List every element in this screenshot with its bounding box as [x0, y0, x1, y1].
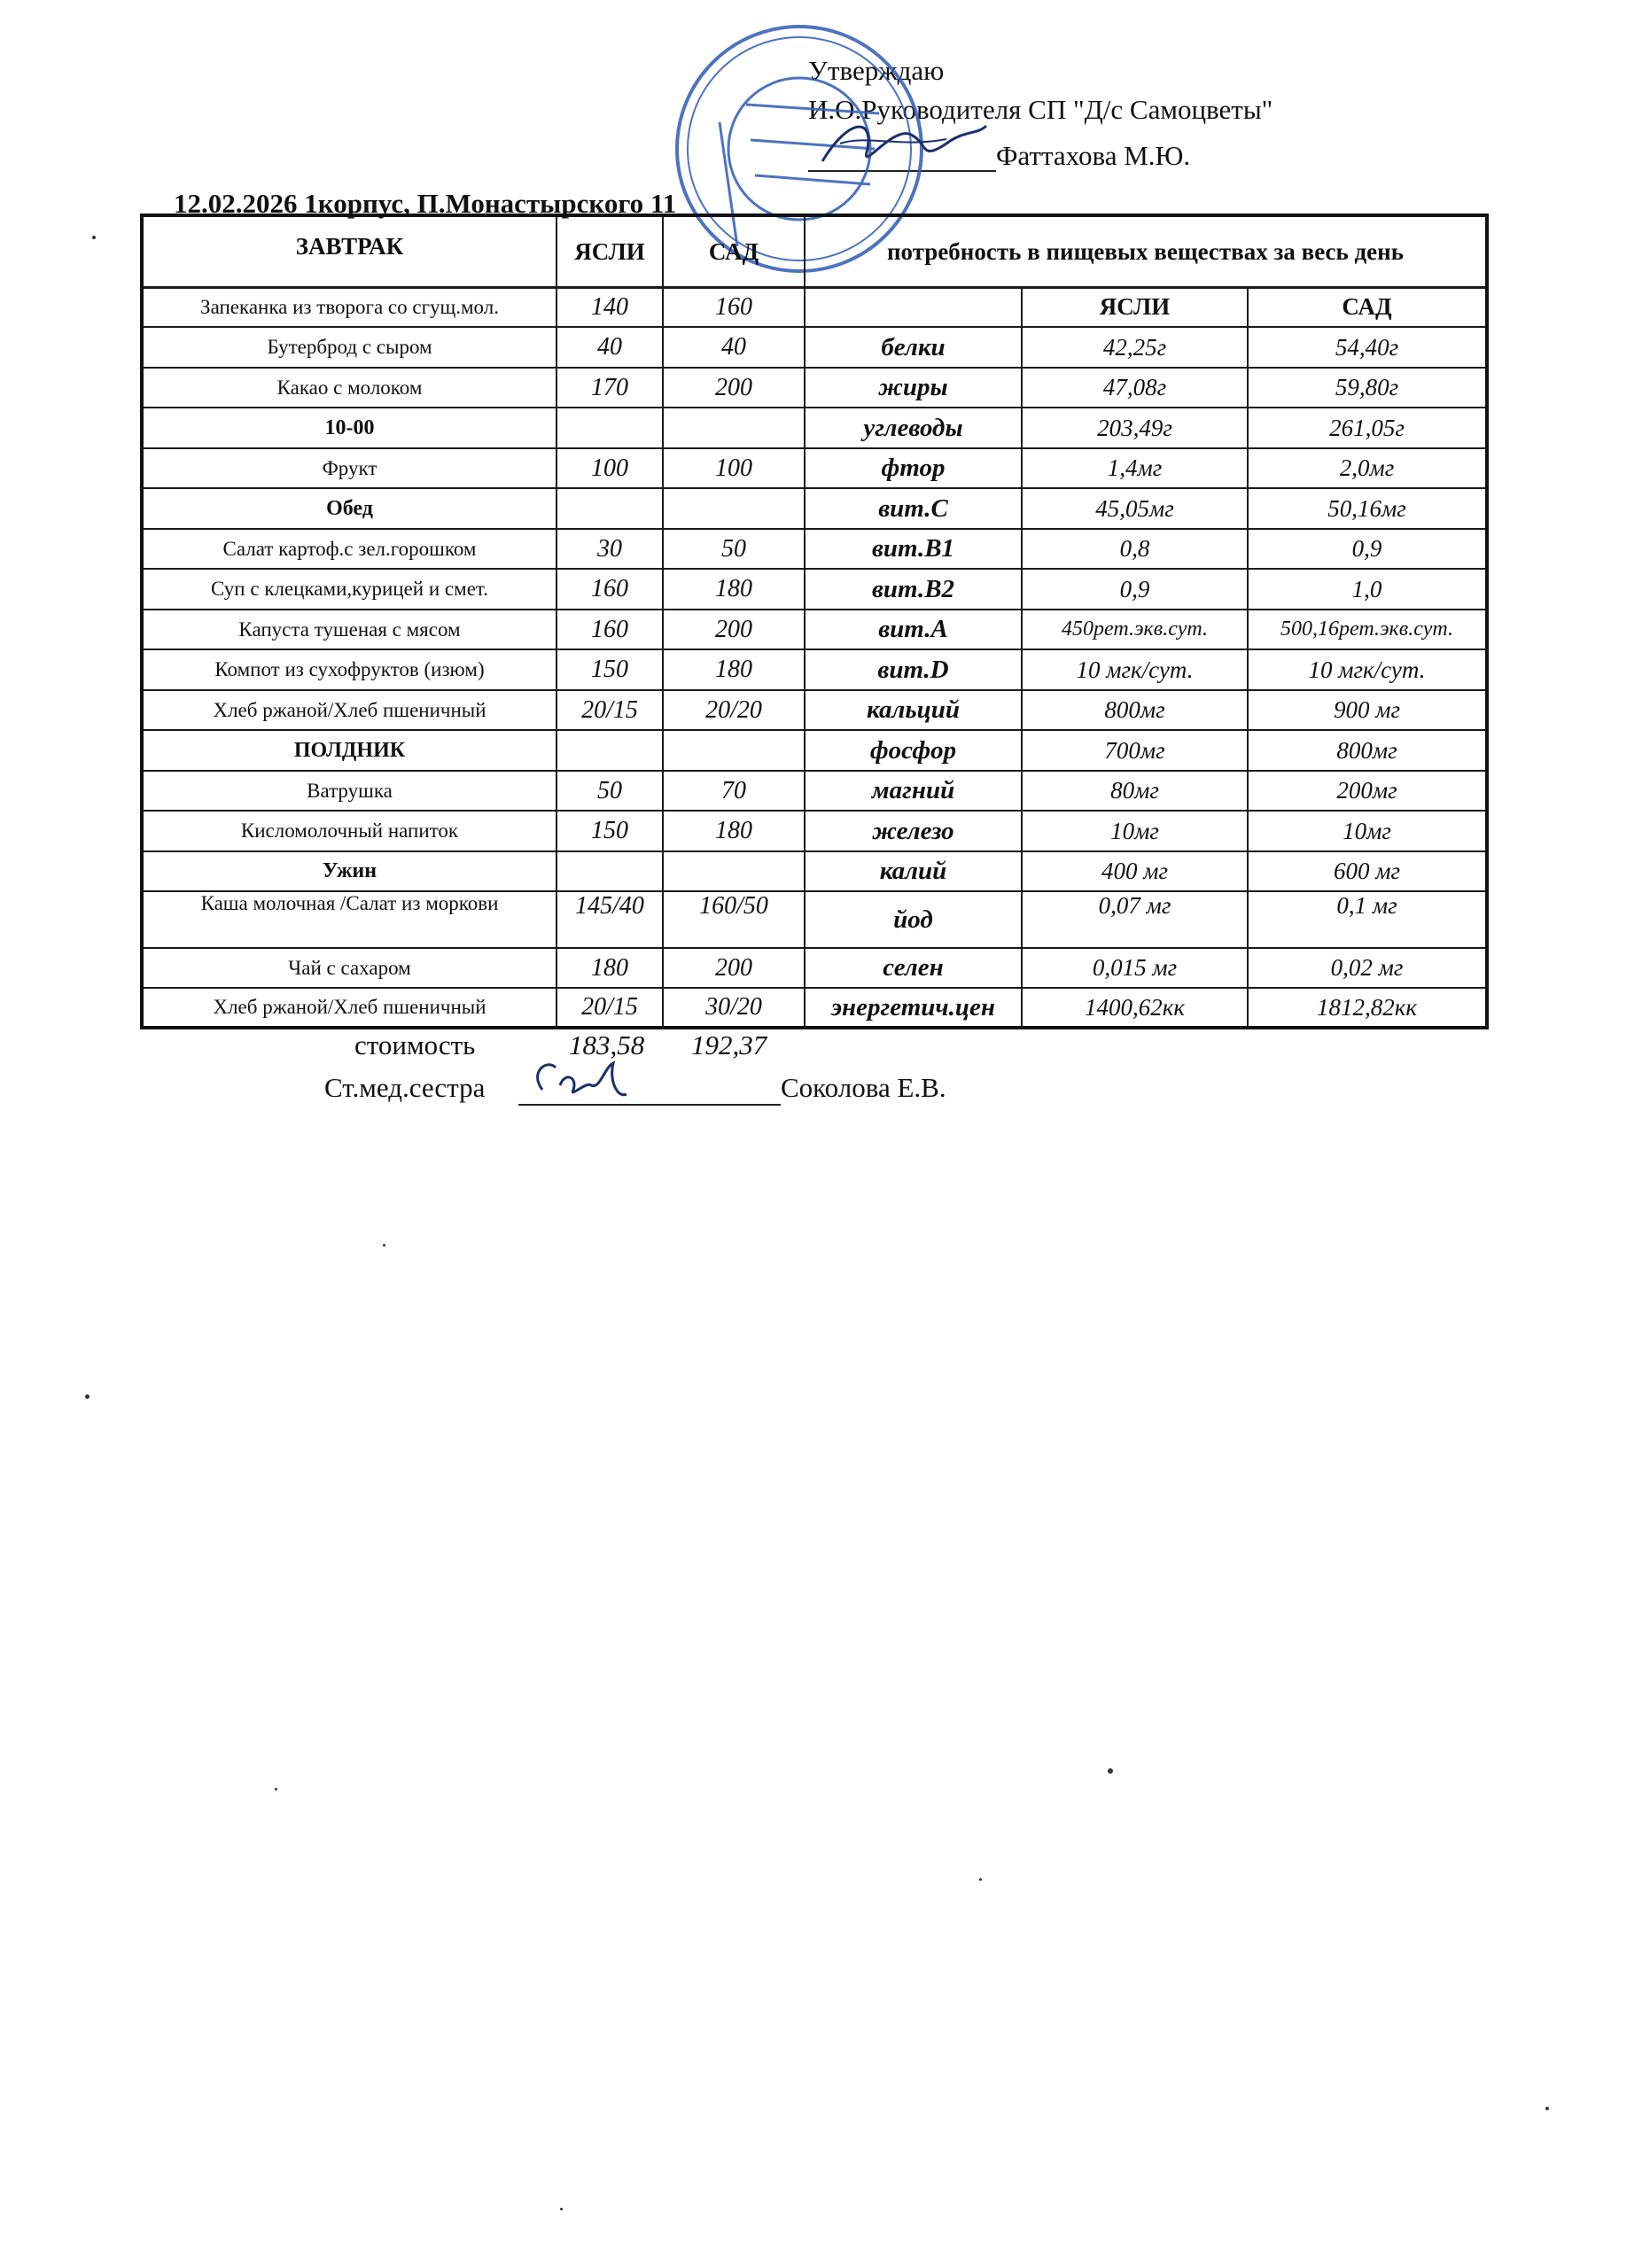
table-row: [142, 851, 1487, 891]
table-row: [142, 891, 1487, 948]
portion-nursery: 170: [556, 368, 663, 408]
cost-label: стоимость: [354, 1029, 476, 1060]
nutrient-value-garden: 0,1 мг: [1248, 891, 1487, 948]
nutrient-value-garden: 1812,82кк: [1248, 988, 1487, 1028]
nurse-signature: [525, 1054, 631, 1107]
nutrient-name: вит.D: [805, 649, 1022, 690]
nutrient-value-garden: 600 мг: [1248, 851, 1487, 891]
nutrient-value-nursery: 80мг: [1022, 771, 1248, 811]
cost-garden: 192,37: [691, 1029, 767, 1060]
nutrient-name: железо: [805, 811, 1022, 851]
portion-garden: [663, 488, 805, 529]
portion-nursery: 160: [556, 610, 663, 649]
dish-name: Каша молочная /Салат из моркови: [142, 891, 556, 948]
nutrient-value-nursery: 400 мг: [1022, 851, 1248, 891]
portion-nursery: 30: [556, 529, 663, 569]
dish-name: Капуста тушеная с мясом: [142, 610, 556, 649]
dish-name: Суп с клецками,курицей и смет.: [142, 569, 556, 610]
dish-name: ПОЛДНИК: [142, 730, 556, 771]
scan-speck: [275, 1788, 277, 1790]
portion-nursery: 140: [556, 287, 663, 327]
approval-position: И.О.Руководителя СП "Д/с Самоцветы": [808, 94, 1273, 125]
nutrient-value-nursery: 45,05мг: [1022, 488, 1248, 529]
nutrient-value-garden: 800мг: [1248, 730, 1487, 771]
table-row: [142, 690, 1487, 730]
portion-nursery: 160: [556, 569, 663, 610]
scan-speck: [92, 236, 96, 239]
table-row: [142, 569, 1487, 610]
portion-nursery: 50: [556, 771, 663, 811]
portion-garden: 180: [663, 569, 805, 610]
nutrient-value-nursery: 10 мгк/сут.: [1022, 649, 1248, 690]
portion-garden: 200: [663, 368, 805, 408]
menu-date-address: 12.02.2026 1корпус, П.Монастырского 11: [174, 188, 677, 219]
portion-nursery: 20/15: [556, 690, 663, 730]
nutrient-value-garden: 10 мгк/сут.: [1248, 649, 1487, 690]
nutrient-value-garden: 50,16мг: [1248, 488, 1487, 529]
nutrient-value-garden: 1,0: [1248, 569, 1487, 610]
dish-name: Хлеб ржаной/Хлеб пшеничный: [142, 988, 556, 1028]
table-row: [142, 771, 1487, 811]
nutrient-value-garden: 54,40г: [1248, 327, 1487, 368]
dish-name: Компот из сухофруктов (изюм): [142, 649, 556, 690]
portion-garden: 160: [663, 287, 805, 327]
table-row: [142, 327, 1487, 368]
portion-nursery: [556, 488, 663, 529]
dish-name: Чай с сахаром: [142, 948, 556, 988]
scan-speck: [979, 1878, 982, 1881]
portion-nursery: 150: [556, 811, 663, 851]
dish-name: Фрукт: [142, 448, 556, 488]
scan-speck: [1545, 2107, 1549, 2110]
nutrient-value-garden: 200мг: [1248, 771, 1487, 811]
table-row: [142, 448, 1487, 488]
dish-name: Хлеб ржаной/Хлеб пшеничный: [142, 690, 556, 730]
nutrient-name: вит.А: [805, 610, 1022, 649]
nutrient-value-nursery: 203,49г: [1022, 408, 1248, 448]
nutrient-value-nursery: 800мг: [1022, 690, 1248, 730]
nutrient-value-nursery: 0,9: [1022, 569, 1248, 610]
director-signature: [813, 108, 991, 179]
nutrient-name: йод: [805, 891, 1022, 948]
nutrient-value-nursery: 42,25г: [1022, 327, 1248, 368]
needs-header-nursery: ЯСЛИ: [1022, 287, 1248, 327]
nutrient-value-garden: 0,02 мг: [1248, 948, 1487, 988]
nutrient-name: вит.В2: [805, 569, 1022, 610]
scan-speck: [383, 1244, 385, 1247]
header-meal: ЗАВТРАК: [142, 215, 556, 288]
header-nursery: ЯСЛИ: [556, 215, 663, 288]
nutrient-value-garden: 2,0мг: [1248, 448, 1487, 488]
portion-nursery: 145/40: [556, 891, 663, 948]
portion-garden: 200: [663, 948, 805, 988]
nutrient-value-garden: 10мг: [1248, 811, 1487, 851]
nutrient-name: магний: [805, 771, 1022, 811]
nurse-label: Ст.мед.сестра: [324, 1072, 486, 1103]
table-row: [142, 811, 1487, 851]
table-row: [142, 988, 1487, 1028]
portion-nursery: 180: [556, 948, 663, 988]
nutrient-value-nursery: 0,015 мг: [1022, 948, 1248, 988]
portion-nursery: 100: [556, 448, 663, 488]
table-row: [142, 408, 1487, 448]
nutrient-name: белки: [805, 327, 1022, 368]
scan-speck: [1108, 1768, 1113, 1774]
portion-nursery: 20/15: [556, 988, 663, 1028]
nutrient-value-nursery: 0,8: [1022, 529, 1248, 569]
dish-name: Обед: [142, 488, 556, 529]
portion-garden: 200: [663, 610, 805, 649]
portion-garden: [663, 851, 805, 891]
dish-name: Запеканка из творога со сгущ.мол.: [142, 287, 556, 327]
approval-title: Утверждаю: [808, 55, 945, 86]
portion-garden: [663, 408, 805, 448]
nutrient-name: жиры: [805, 368, 1022, 408]
cost-nursery: 183,58: [569, 1029, 645, 1060]
portion-garden: 30/20: [663, 988, 805, 1028]
portion-garden: 100: [663, 448, 805, 488]
dish-name: Ватрушка: [142, 771, 556, 811]
table-row: [142, 488, 1487, 529]
portion-garden: [663, 730, 805, 771]
nurse-name: Соколова Е.В.: [781, 1072, 946, 1103]
menu-table: [140, 214, 1489, 289]
dish-name: Ужин: [142, 851, 556, 891]
nutrient-value-garden: 261,05г: [1248, 408, 1487, 448]
nutrient-value-nursery: 0,07 мг: [1022, 891, 1248, 948]
nutrient-value-nursery: 10мг: [1022, 811, 1248, 851]
nutrient-value-garden: 500,16рет.экв.сут.: [1248, 610, 1487, 649]
portion-garden: 20/20: [663, 690, 805, 730]
nutrient-name: селен: [805, 948, 1022, 988]
nutrient-name: энергетич.цен: [805, 988, 1022, 1028]
nutrient-value-nursery: 47,08г: [1022, 368, 1248, 408]
header-garden: САД: [663, 215, 805, 288]
portion-garden: 180: [663, 811, 805, 851]
header-needs: потребность в пищевых веществах за весь день: [805, 215, 1487, 288]
table-row: [142, 529, 1487, 569]
nutrient-value-nursery: 700мг: [1022, 730, 1248, 771]
dish-name: Какао с молоком: [142, 368, 556, 408]
needs-header-garden: САД: [1248, 287, 1487, 327]
nutrient-value-nursery: 1,4мг: [1022, 448, 1248, 488]
nutrient-name: калий: [805, 851, 1022, 891]
nutrient-name: кальций: [805, 690, 1022, 730]
nutrient-value-garden: 59,80г: [1248, 368, 1487, 408]
table-row: [142, 730, 1487, 771]
nutrient-name: углеводы: [805, 408, 1022, 448]
table-header-row: [142, 215, 1487, 288]
scan-speck: [560, 2208, 563, 2210]
nutrient-value-nursery: 450рет.экв.сут.: [1022, 610, 1248, 649]
portion-garden: 180: [663, 649, 805, 690]
dish-name: Бутерброд с сыром: [142, 327, 556, 368]
portion-nursery: [556, 851, 663, 891]
dish-name: Салат картоф.с зел.горошком: [142, 529, 556, 569]
nutrient-name: [805, 287, 1022, 327]
dish-name: 10-00: [142, 408, 556, 448]
nutrient-name: фосфор: [805, 730, 1022, 771]
portion-nursery: 150: [556, 649, 663, 690]
dish-name: Кисломолочный напиток: [142, 811, 556, 851]
portion-garden: 40: [663, 327, 805, 368]
portion-garden: 70: [663, 771, 805, 811]
nutrient-value-garden: 900 мг: [1248, 690, 1487, 730]
portion-nursery: 40: [556, 327, 663, 368]
portion-nursery: [556, 730, 663, 771]
portion-nursery: [556, 408, 663, 448]
table-row: [142, 368, 1487, 408]
table-row: [142, 948, 1487, 988]
nutrient-name: фтор: [805, 448, 1022, 488]
nutrient-value-garden: 0,9: [1248, 529, 1487, 569]
nutrient-name: вит.В1: [805, 529, 1022, 569]
menu-body-table: [140, 286, 1489, 1029]
approval-signer: Фаттахова М.Ю.: [996, 140, 1191, 171]
nutrient-value-nursery: 1400,62кк: [1022, 988, 1248, 1028]
portion-garden: 50: [663, 529, 805, 569]
table-row: [142, 610, 1487, 649]
nutrient-name: вит.С: [805, 488, 1022, 529]
table-row: [142, 649, 1487, 690]
table-row: [142, 287, 1487, 327]
portion-garden: 160/50: [663, 891, 805, 948]
scan-speck: [85, 1394, 90, 1399]
